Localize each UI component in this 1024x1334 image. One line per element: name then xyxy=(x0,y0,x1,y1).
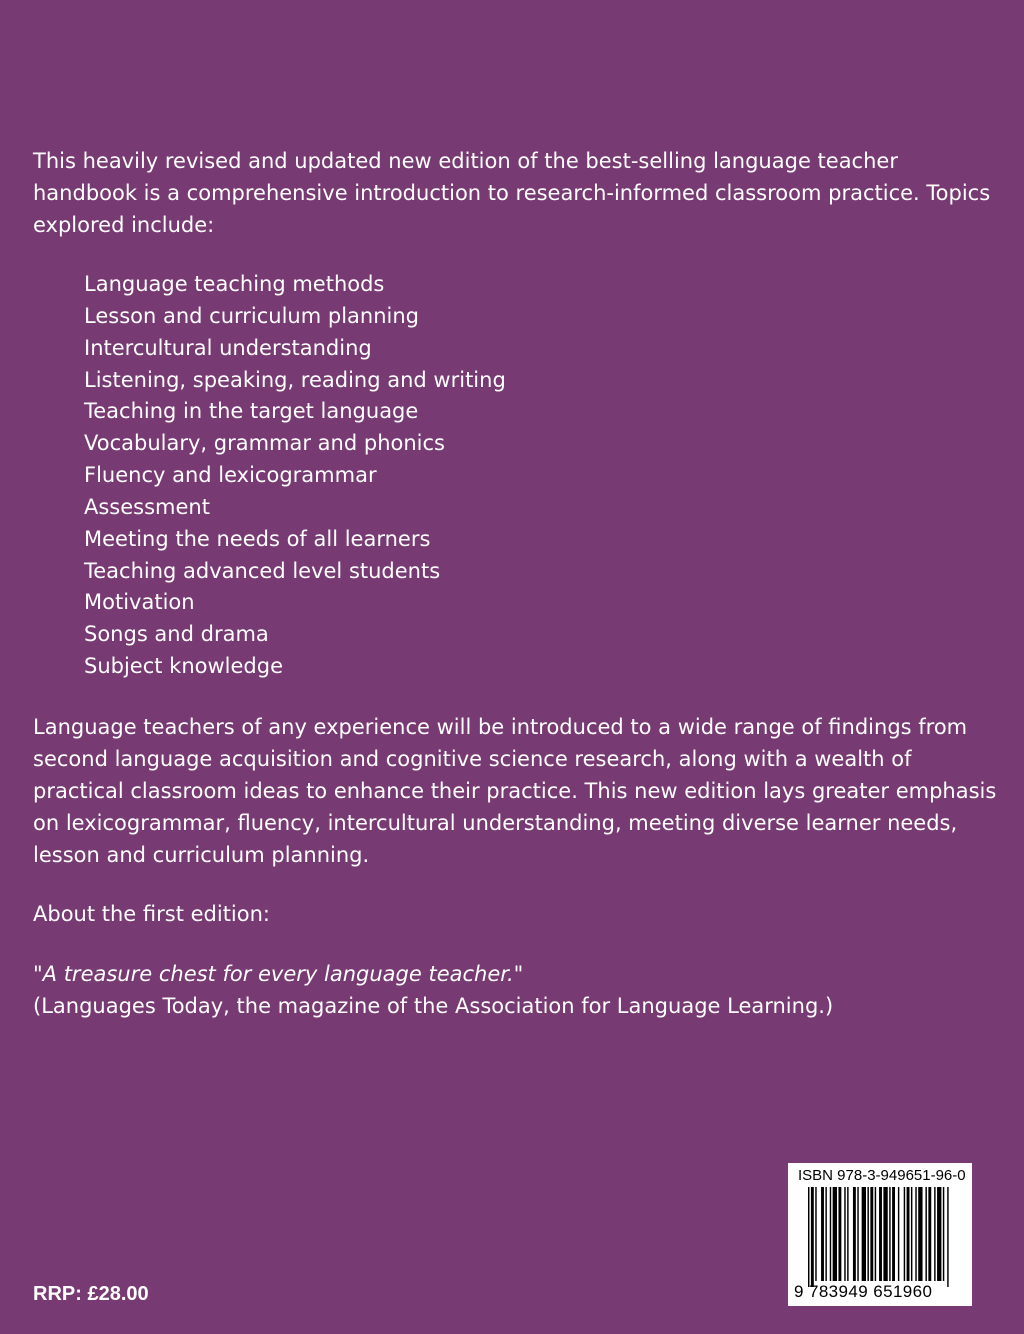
barcode-bar xyxy=(889,1187,890,1281)
barcode-bar xyxy=(883,1187,887,1281)
list-item: Teaching advanced level students xyxy=(84,558,441,583)
barcode-bar xyxy=(892,1187,895,1281)
barcode-bar xyxy=(875,1187,876,1281)
barcode-bar xyxy=(857,1187,858,1281)
barcode-bar xyxy=(815,1187,816,1281)
price-label: RRP: £28.00 xyxy=(33,1283,149,1305)
list-item: Listening, speaking, reading and writing xyxy=(84,367,506,392)
barcode-bar xyxy=(937,1187,941,1281)
barcode-bar xyxy=(838,1187,841,1281)
barcode-bar xyxy=(847,1187,848,1281)
barcode-bar xyxy=(918,1187,922,1281)
list-item: Meeting the needs of all learners xyxy=(84,526,431,551)
list-item: Subject knowledge xyxy=(84,654,284,679)
barcode-digits: 9 783949 651960 xyxy=(794,1282,933,1301)
barcode-bar xyxy=(867,1187,868,1281)
barcode-bar xyxy=(844,1187,845,1281)
list-item: Songs and drama xyxy=(84,622,269,647)
barcode-bar xyxy=(821,1187,824,1281)
barcode-bar xyxy=(833,1187,837,1281)
barcode-bar xyxy=(853,1187,856,1281)
barcode-bar xyxy=(811,1187,814,1287)
barcode-bar xyxy=(911,1187,912,1281)
list-item: Motivation xyxy=(84,590,195,615)
isbn-barcode xyxy=(788,1163,972,1306)
barcode-bar xyxy=(928,1187,931,1281)
barcode-bar xyxy=(947,1187,948,1287)
barcode-bar xyxy=(907,1187,910,1281)
list-item: Assessment xyxy=(84,494,210,519)
review-quote: "A treasure chest for every language teacher." xyxy=(33,962,524,986)
topics-list xyxy=(84,269,506,683)
barcode-bar xyxy=(879,1187,882,1281)
barcode-bar xyxy=(862,1187,866,1281)
barcode-bar xyxy=(870,1187,873,1281)
about-label: About the first edition: xyxy=(33,902,270,926)
barcode-bar xyxy=(925,1187,926,1281)
body-paragraph: Language teachers of any experience will be introduced to a wide range of findings from second language acquisition and cognitive science research, along with a wealth of practical classroom ideas to enhance their practice. This new edition lays greater emphasis on lexicogrammar, fluency, intercultural understanding, meeting diverse learner needs, lesson and curriculum planning. xyxy=(33,715,997,867)
barcode-bar xyxy=(808,1187,809,1287)
isbn-label: ISBN 978-3-949651-96-0 xyxy=(798,1167,966,1184)
intro-paragraph: This heavily revised and updated new edition of the best-selling language teacher handbook is a comprehensive introduction to research-informed classroom practice. Topics explored include: xyxy=(33,149,991,237)
list-item: Lesson and curriculum planning xyxy=(84,303,419,328)
barcode-bar xyxy=(943,1187,944,1281)
barcode-bar xyxy=(830,1187,831,1281)
list-item: Fluency and lexicogrammar xyxy=(84,463,377,488)
barcode-bar xyxy=(825,1187,826,1281)
list-item: Intercultural understanding xyxy=(84,335,372,360)
list-item: Teaching in the target language xyxy=(84,399,419,424)
barcode-bar xyxy=(915,1187,916,1281)
barcode-bar xyxy=(934,1187,935,1281)
list-item: Language teaching methods xyxy=(84,272,385,296)
review-attribution: (Languages Today, the magazine of the Association for Language Learning.) xyxy=(33,994,834,1018)
barcode-bar xyxy=(898,1187,899,1281)
barcode-bar xyxy=(904,1187,905,1281)
list-item: Vocabulary, grammar and phonics xyxy=(84,431,445,456)
